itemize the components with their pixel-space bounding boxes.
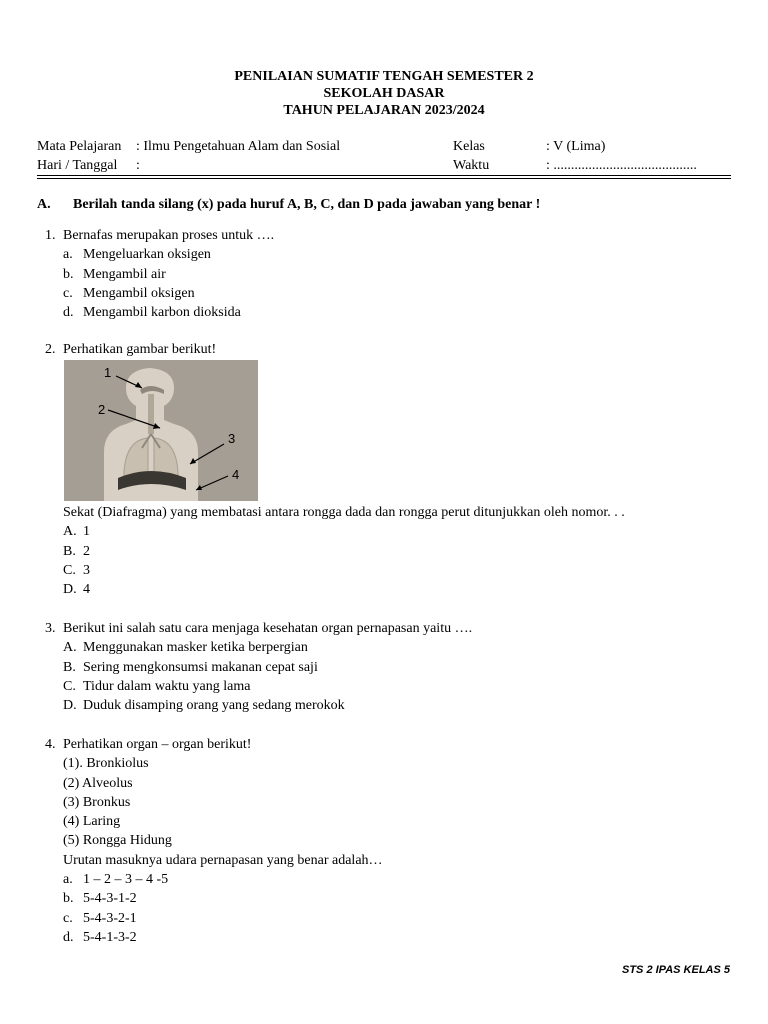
option-text: 2	[83, 543, 90, 559]
header-divider-top	[37, 175, 731, 176]
organ-item: (5) Rongga Hidung	[63, 833, 172, 849]
option-text: Mengambil karbon dioksida	[83, 305, 241, 321]
option-text: 4	[83, 582, 90, 598]
option-letter: D.	[63, 698, 77, 714]
option-a[interactable]	[63, 870, 383, 889]
question-number: 3.	[45, 621, 56, 636]
organ-item: (2) Alveolus	[63, 775, 133, 791]
section-instruction: Berilah tanda silang (x) pada huruf A, B, C, dan D pada jawaban yang benar !	[73, 197, 541, 212]
option-letter: a.	[63, 247, 73, 263]
option-text: 5-4-3-2-1	[83, 910, 137, 926]
option-c[interactable]	[63, 561, 625, 580]
figure-label-4: 4	[232, 467, 240, 482]
subject-label: Mata Pelajaran	[37, 139, 122, 154]
option-letter: d.	[63, 305, 74, 321]
question-number: 2.	[45, 342, 56, 357]
trachea	[148, 394, 154, 434]
option-letter: D.	[63, 582, 77, 598]
option-text: 5-4-1-3-2	[83, 929, 137, 945]
figure-label-3: 3	[228, 431, 236, 446]
option-text: Mengeluarkan oksigen	[83, 247, 211, 263]
time-value: : .........................................	[546, 158, 697, 173]
option-letter: A.	[63, 640, 77, 656]
header-title: PENILAIAN SUMATIF TENGAH SEMESTER 2	[234, 69, 534, 84]
question-text: Perhatikan organ – organ berikut!	[63, 737, 252, 752]
option-text: 3	[83, 562, 90, 578]
option-letter: C.	[63, 562, 76, 578]
option-d[interactable]	[63, 696, 472, 715]
option-text: Duduk disamping orang yang sedang merokok	[83, 698, 345, 714]
option-a[interactable]	[63, 245, 274, 264]
header-school-level: SEKOLAH DASAR	[323, 86, 445, 101]
info-row-subject	[37, 137, 731, 156]
organ-item: (3) Bronkus	[63, 794, 131, 810]
option-text: 1	[83, 524, 90, 540]
class-label: Kelas	[453, 139, 485, 154]
option-text: Tidur dalam waktu yang lama	[83, 678, 251, 694]
time-label: Waktu	[453, 158, 490, 173]
figure-label-2: 2	[98, 402, 106, 417]
option-text: 1 – 2 – 3 – 4 -5	[83, 872, 169, 888]
option-text: 5-4-3-1-2	[83, 891, 137, 907]
option-b[interactable]	[63, 265, 274, 284]
question-number: 1.	[45, 228, 56, 243]
respiratory-diagram	[64, 360, 258, 501]
option-d[interactable]	[63, 580, 625, 599]
option-c[interactable]	[63, 909, 383, 928]
option-c[interactable]	[63, 284, 274, 303]
option-c[interactable]	[63, 677, 472, 696]
class-value: : V (Lima)	[546, 139, 606, 154]
question-text: Bernafas merupakan proses untuk ….	[63, 228, 275, 243]
option-text: Mengambil oksigen	[83, 285, 195, 301]
option-letter: B.	[63, 543, 76, 559]
header-academic-year: TAHUN PELAJARAN 2023/2024	[283, 103, 485, 118]
option-d[interactable]	[63, 303, 274, 322]
question-number: 4.	[45, 737, 56, 752]
option-letter: b.	[63, 891, 74, 907]
exam-info	[37, 137, 731, 175]
page-footer: STS 2 IPAS KELAS 5	[622, 964, 730, 976]
question-prompt: Urutan masuknya udara pernapasan yang benar adalah…	[63, 852, 383, 868]
header-divider-bottom	[37, 178, 731, 179]
organ-item: (4) Laring	[63, 814, 121, 830]
option-letter: b.	[63, 266, 74, 282]
option-text: Menggunakan masker ketika berpergian	[83, 640, 308, 656]
question-text: Berikut ini salah satu cara menjaga kesehatan organ pernapasan yaitu ….	[63, 621, 473, 636]
option-text: Mengambil air	[83, 266, 166, 282]
day-label: Hari / Tanggal	[37, 158, 118, 173]
option-text: Sering mengkonsumsi makanan cepat saji	[83, 659, 318, 675]
option-b[interactable]	[63, 658, 472, 677]
section-letter: A.	[37, 197, 51, 212]
option-a[interactable]	[63, 638, 472, 657]
option-b[interactable]	[63, 542, 625, 561]
option-letter: C.	[63, 678, 76, 694]
question-text: Perhatikan gambar berikut!	[63, 342, 217, 357]
option-letter: A.	[63, 524, 77, 540]
option-a[interactable]	[63, 522, 625, 541]
figure-label-1: 1	[104, 365, 112, 380]
respiratory-system-figure	[64, 360, 258, 501]
option-letter: c.	[63, 910, 73, 926]
option-b[interactable]	[63, 889, 383, 908]
option-letter: B.	[63, 659, 76, 675]
option-letter: d.	[63, 929, 74, 945]
option-d[interactable]	[63, 928, 383, 947]
day-value: :	[136, 158, 140, 173]
option-letter: c.	[63, 285, 73, 301]
question-prompt: Sekat (Diafragma) yang membatasi antara rongga dada dan rongga perut ditunjukkan oleh nomor. . .	[63, 505, 625, 520]
organ-item: (1). Bronkiolus	[63, 756, 149, 772]
option-letter: a.	[63, 872, 73, 888]
subject-value: : Ilmu Pengetahuan Alam dan Sosial	[136, 139, 341, 154]
info-row-day	[37, 156, 731, 175]
exam-header	[0, 68, 768, 119]
